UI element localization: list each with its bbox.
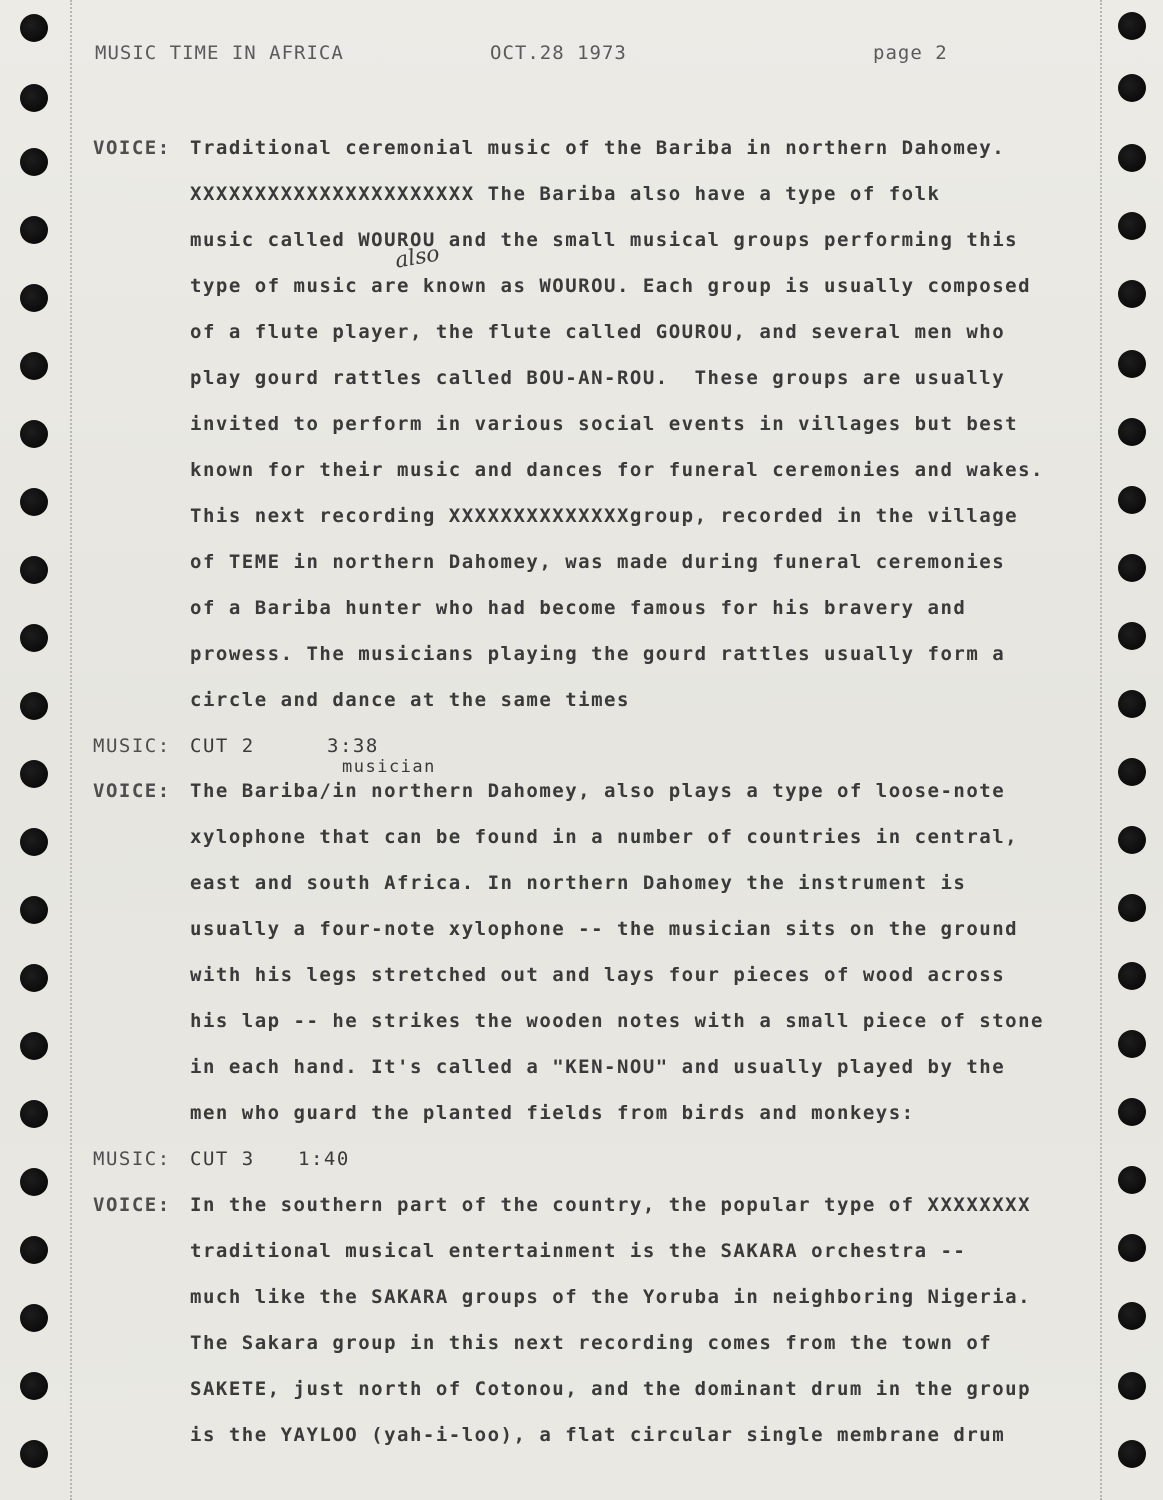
script-line: type of music are known as WOUROU. Each group is usually composed <box>190 275 1032 297</box>
script-line: men who guard the planted fields from birds and monkeys: <box>190 1102 915 1124</box>
feed-hole <box>1118 1372 1146 1400</box>
voice-label: VOICE: <box>93 1194 171 1216</box>
script-line: invited to perform in various social events in villages but best <box>190 413 1019 435</box>
feed-hole <box>1118 894 1146 922</box>
feed-hole <box>1118 418 1146 446</box>
script-line: In the southern part of the country, the popular type of XXXXXXXX <box>190 1194 1032 1216</box>
page-number: page 2 <box>873 42 948 64</box>
inserted-word-musician: musician <box>342 757 436 777</box>
feed-hole <box>1118 1166 1146 1194</box>
script-line: This next recording XXXXXXXXXXXXXXgroup, recorded in the village <box>190 505 1019 527</box>
feed-hole <box>1118 12 1146 40</box>
feed-hole <box>1118 74 1146 102</box>
script-line: music called WOUROU and the small musical groups performing this <box>190 229 1019 251</box>
music-duration: 3:38 <box>327 735 379 757</box>
script-line: The Sakara group in this next recording comes from the town of <box>190 1332 993 1354</box>
script-line: The Bariba/in northern Dahomey, also plays a type of loose-note <box>190 780 1006 802</box>
feed-hole <box>1118 690 1146 718</box>
feed-hole <box>20 760 48 788</box>
feed-hole <box>1118 1234 1146 1262</box>
script-line: xylophone that can be found in a number of countries in central, <box>190 826 1019 848</box>
handwritten-insert-also: also <box>393 241 442 274</box>
script-line: of a Bariba hunter who had become famous for his bravery and <box>190 597 967 619</box>
script-line: his lap -- he strikes the wooden notes with a small piece of stone <box>190 1010 1044 1032</box>
feed-hole <box>20 1100 48 1128</box>
feed-hole <box>1118 1440 1146 1468</box>
feed-hole <box>1118 1030 1146 1058</box>
feed-hole <box>1118 212 1146 240</box>
music-duration: 1:40 <box>298 1148 350 1170</box>
right-feed-holes <box>1112 0 1152 1500</box>
feed-hole <box>20 84 48 112</box>
feed-hole <box>20 1236 48 1264</box>
feed-hole <box>20 488 48 516</box>
feed-hole <box>1118 486 1146 514</box>
script-line: XXXXXXXXXXXXXXXXXXXXXX The Bariba also have a type of folk <box>190 183 941 205</box>
feed-hole <box>20 284 48 312</box>
left-feed-holes <box>14 0 54 1500</box>
feed-hole <box>20 1372 48 1400</box>
script-line: of a flute player, the flute called GOUROU, and several men who <box>190 321 1006 343</box>
page-header <box>95 42 995 72</box>
feed-hole <box>1118 350 1146 378</box>
voice-label: VOICE: <box>93 137 171 159</box>
script-line: east and south Africa. In northern Dahomey the instrument is <box>190 872 967 894</box>
feed-hole <box>20 556 48 584</box>
feed-hole <box>20 692 48 720</box>
music-label: MUSIC: <box>93 1148 171 1170</box>
left-perforation <box>70 0 74 1500</box>
feed-hole <box>1118 280 1146 308</box>
script-line: is the YAYLOO (yah-i-loo), a flat circular single membrane drum <box>190 1424 1006 1446</box>
script-line: circle and dance at the same times <box>190 689 630 711</box>
feed-hole <box>1118 826 1146 854</box>
voice-label: VOICE: <box>93 780 171 802</box>
script-line: with his legs stretched out and lays four pieces of wood across <box>190 964 1006 986</box>
feed-hole <box>20 1032 48 1060</box>
feed-hole <box>20 828 48 856</box>
feed-hole <box>20 352 48 380</box>
feed-hole <box>20 216 48 244</box>
script-line: of TEME in northern Dahomey, was made during funeral ceremonies <box>190 551 1006 573</box>
feed-hole <box>20 1304 48 1332</box>
right-perforation <box>1100 0 1104 1500</box>
feed-hole <box>1118 1098 1146 1126</box>
feed-hole <box>1118 1302 1146 1330</box>
script-line: known for their music and dances for funeral ceremonies and wakes. <box>190 459 1044 481</box>
feed-hole <box>1118 962 1146 990</box>
script-line: in each hand. It's called a "KEN-NOU" and usually played by the <box>190 1056 1006 1078</box>
script-line: prowess. The musicians playing the gourd rattles usually form a <box>190 643 1006 665</box>
feed-hole <box>20 1440 48 1468</box>
script-line: Traditional ceremonial music of the Bariba in northern Dahomey. <box>190 137 1006 159</box>
script-line: SAKETE, just north of Cotonou, and the dominant drum in the group <box>190 1378 1032 1400</box>
broadcast-date: OCT.28 1973 <box>490 42 627 64</box>
feed-hole <box>1118 144 1146 172</box>
feed-hole <box>20 964 48 992</box>
feed-hole <box>1118 758 1146 786</box>
feed-hole <box>1118 622 1146 650</box>
script-line: usually a four-note xylophone -- the musician sits on the ground <box>190 918 1019 940</box>
feed-hole <box>20 420 48 448</box>
feed-hole <box>1118 554 1146 582</box>
feed-hole <box>20 1168 48 1196</box>
feed-hole <box>20 148 48 176</box>
feed-hole <box>20 624 48 652</box>
music-cut: CUT 3 <box>190 1148 255 1170</box>
music-label: MUSIC: <box>93 735 171 757</box>
program-title: MUSIC TIME IN AFRICA <box>95 42 344 64</box>
feed-hole <box>20 896 48 924</box>
feed-hole <box>20 14 48 42</box>
music-cut: CUT 2 <box>190 735 255 757</box>
script-line: play gourd rattles called BOU-AN-ROU. These groups are usually <box>190 367 1006 389</box>
script-line: much like the SAKARA groups of the Yoruba in neighboring Nigeria. <box>190 1286 1032 1308</box>
script-line: traditional musical entertainment is the SAKARA orchestra -- <box>190 1240 967 1262</box>
